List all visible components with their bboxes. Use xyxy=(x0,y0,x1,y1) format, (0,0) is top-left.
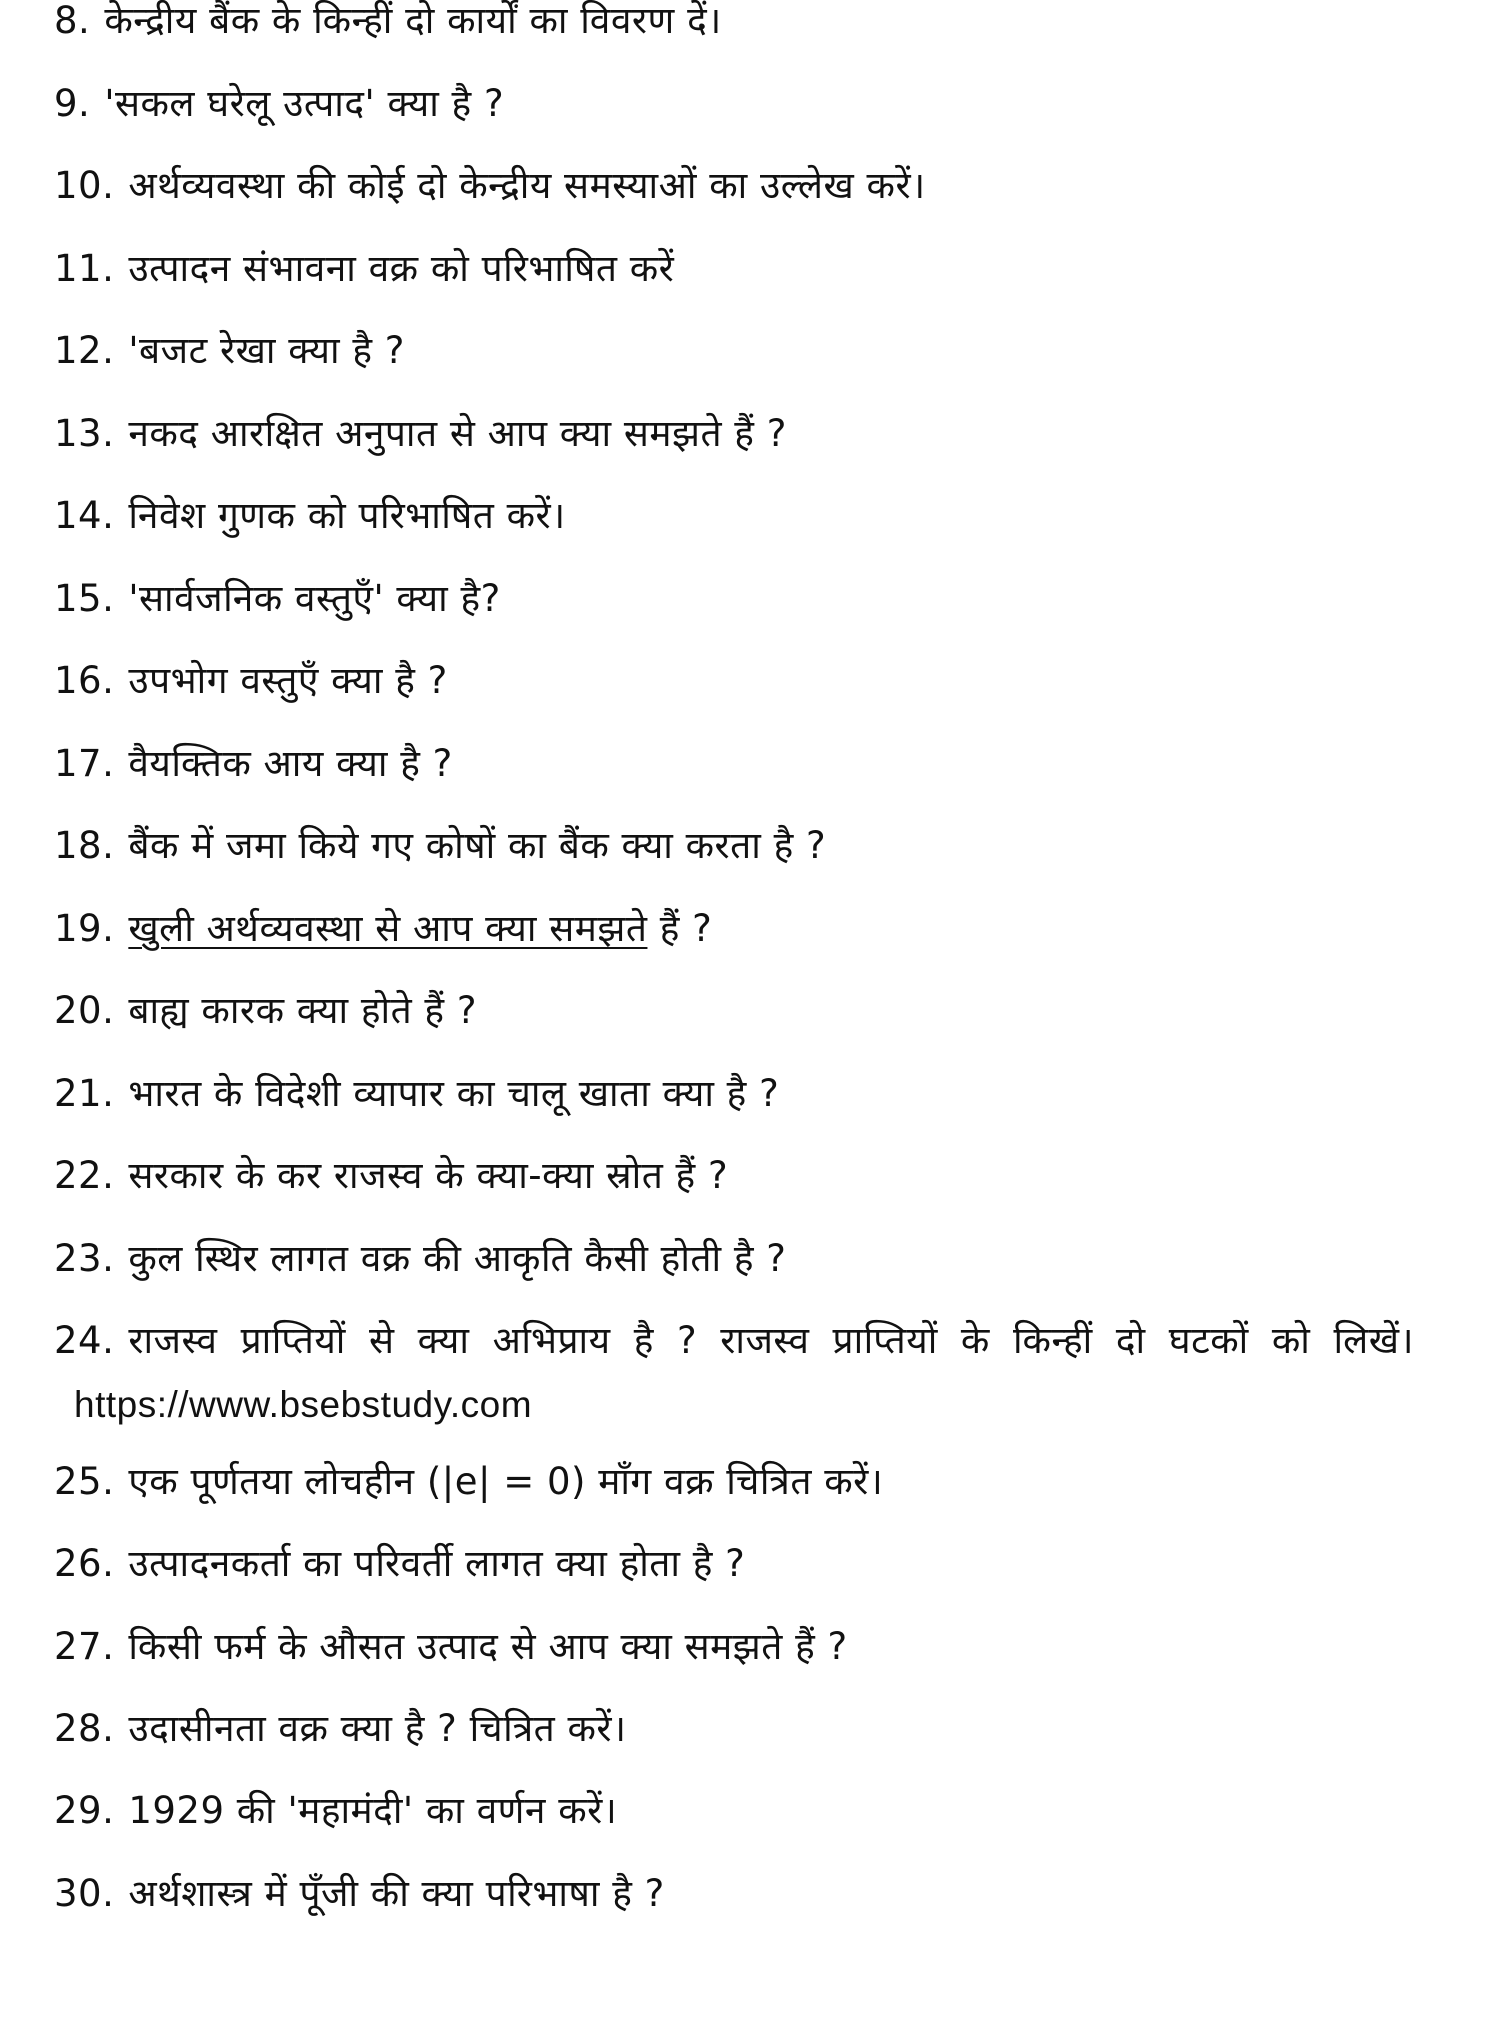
question-text: 'सार्वजनिक वस्तुएँ' क्या है? xyxy=(128,577,501,620)
question-number: 22. xyxy=(54,1154,115,1197)
question-23 xyxy=(54,1227,1414,1291)
question-18 xyxy=(54,814,1414,878)
question-text: उदासीनता वक्र क्या है ? चित्रित करें। xyxy=(128,1707,627,1750)
question-number: 18. xyxy=(54,824,115,867)
question-number: 16. xyxy=(54,659,115,702)
source-url: https://www.bsebstudy.com xyxy=(74,1384,533,1425)
question-text: वैयक्तिक आय क्या है ? xyxy=(128,742,453,785)
question-number: 29. xyxy=(54,1789,115,1832)
question-text: बैंक में जमा किये गए कोषों का बैंक क्या करता है ? xyxy=(128,824,827,867)
question-9 xyxy=(54,72,1414,136)
question-30 xyxy=(54,1862,1414,1926)
question-text: उपभोग वस्तुएँ क्या है ? xyxy=(128,659,448,702)
question-text-underlined: खुली अर्थव्यवस्था से आप क्या समझते xyxy=(128,907,648,950)
question-number: 24. xyxy=(54,1319,115,1362)
question-number: 28. xyxy=(54,1707,115,1750)
question-12 xyxy=(54,319,1414,383)
question-28 xyxy=(54,1697,1414,1761)
question-14 xyxy=(54,484,1414,548)
question-text: अर्थशास्त्र में पूँजी की क्या परिभाषा है ? xyxy=(128,1872,665,1915)
question-22 xyxy=(54,1144,1414,1208)
question-13 xyxy=(54,402,1414,466)
question-21 xyxy=(54,1062,1414,1126)
question-10 xyxy=(54,154,1414,218)
question-text: निवेश गुणक को परिभाषित करें। xyxy=(128,494,566,537)
question-text: किसी फर्म के औसत उत्पाद से आप क्या समझते हैं ? xyxy=(128,1625,848,1668)
question-8 xyxy=(54,0,1414,53)
question-number: 11. xyxy=(54,247,115,290)
question-text: बाह्य कारक क्या होते हैं ? xyxy=(128,989,477,1032)
question-number: 10. xyxy=(54,164,115,207)
question-20 xyxy=(54,979,1414,1043)
question-29 xyxy=(54,1779,1414,1843)
question-number: 30. xyxy=(54,1872,115,1915)
question-number: 23. xyxy=(54,1237,115,1280)
question-number: 25. xyxy=(54,1460,115,1503)
question-15 xyxy=(54,567,1414,631)
question-number: 12. xyxy=(54,329,115,372)
question-number: 17. xyxy=(54,742,115,785)
question-number: 27. xyxy=(54,1625,115,1668)
question-text: सरकार के कर राजस्व के क्या-क्या स्रोत हैं ? xyxy=(128,1154,729,1197)
question-number: 8. xyxy=(54,0,91,42)
question-16 xyxy=(54,649,1414,713)
question-text: उत्पादनकर्ता का परिवर्ती लागत क्या होता है ? xyxy=(128,1542,746,1585)
question-text: अर्थव्यवस्था की कोई दो केन्द्रीय समस्याओं का उल्लेख करें। xyxy=(128,164,926,207)
question-text-rest: हैं ? xyxy=(647,907,713,950)
question-number: 21. xyxy=(54,1072,115,1115)
question-number: 19. xyxy=(54,907,115,950)
question-26 xyxy=(54,1532,1414,1596)
question-text: एक पूर्णतया लोचहीन (|e| = 0) माँग वक्र चित्रित करें। xyxy=(128,1460,884,1503)
question-text: उत्पादन संभावना वक्र को परिभाषित करें xyxy=(128,247,675,290)
question-number: 9. xyxy=(54,82,91,125)
question-25 xyxy=(54,1450,1414,1514)
question-17 xyxy=(54,732,1414,796)
question-24 xyxy=(54,1309,1414,1437)
question-text: 'सकल घरेलू उत्पाद' क्या है ? xyxy=(104,82,505,125)
question-number: 15. xyxy=(54,577,115,620)
question-number: 20. xyxy=(54,989,115,1032)
question-text: नकद आरक्षित अनुपात से आप क्या समझते हैं ? xyxy=(128,412,787,455)
question-27 xyxy=(54,1615,1414,1679)
question-number: 13. xyxy=(54,412,115,455)
question-text: भारत के विदेशी व्यापार का चालू खाता क्या है ? xyxy=(128,1072,780,1115)
question-19 xyxy=(54,897,1414,961)
question-11 xyxy=(54,237,1414,301)
question-number: 14. xyxy=(54,494,115,537)
question-text: राजस्व प्राप्तियों से क्या अभिप्राय है ? राजस्व प्राप्तियों के किन्हीं दो घटकों को लिखें। xyxy=(128,1319,1414,1362)
question-text: कुल स्थिर लागत वक्र की आकृति कैसी होती है ? xyxy=(128,1237,787,1280)
question-text: 'बजट रेखा क्या है ? xyxy=(128,329,405,372)
question-number: 26. xyxy=(54,1542,115,1585)
question-text: केन्द्रीय बैंक के किन्हीं दो कार्यों का विवरण दें। xyxy=(104,0,722,42)
question-text: 1929 की 'महामंदी' का वर्णन करें। xyxy=(128,1789,618,1832)
